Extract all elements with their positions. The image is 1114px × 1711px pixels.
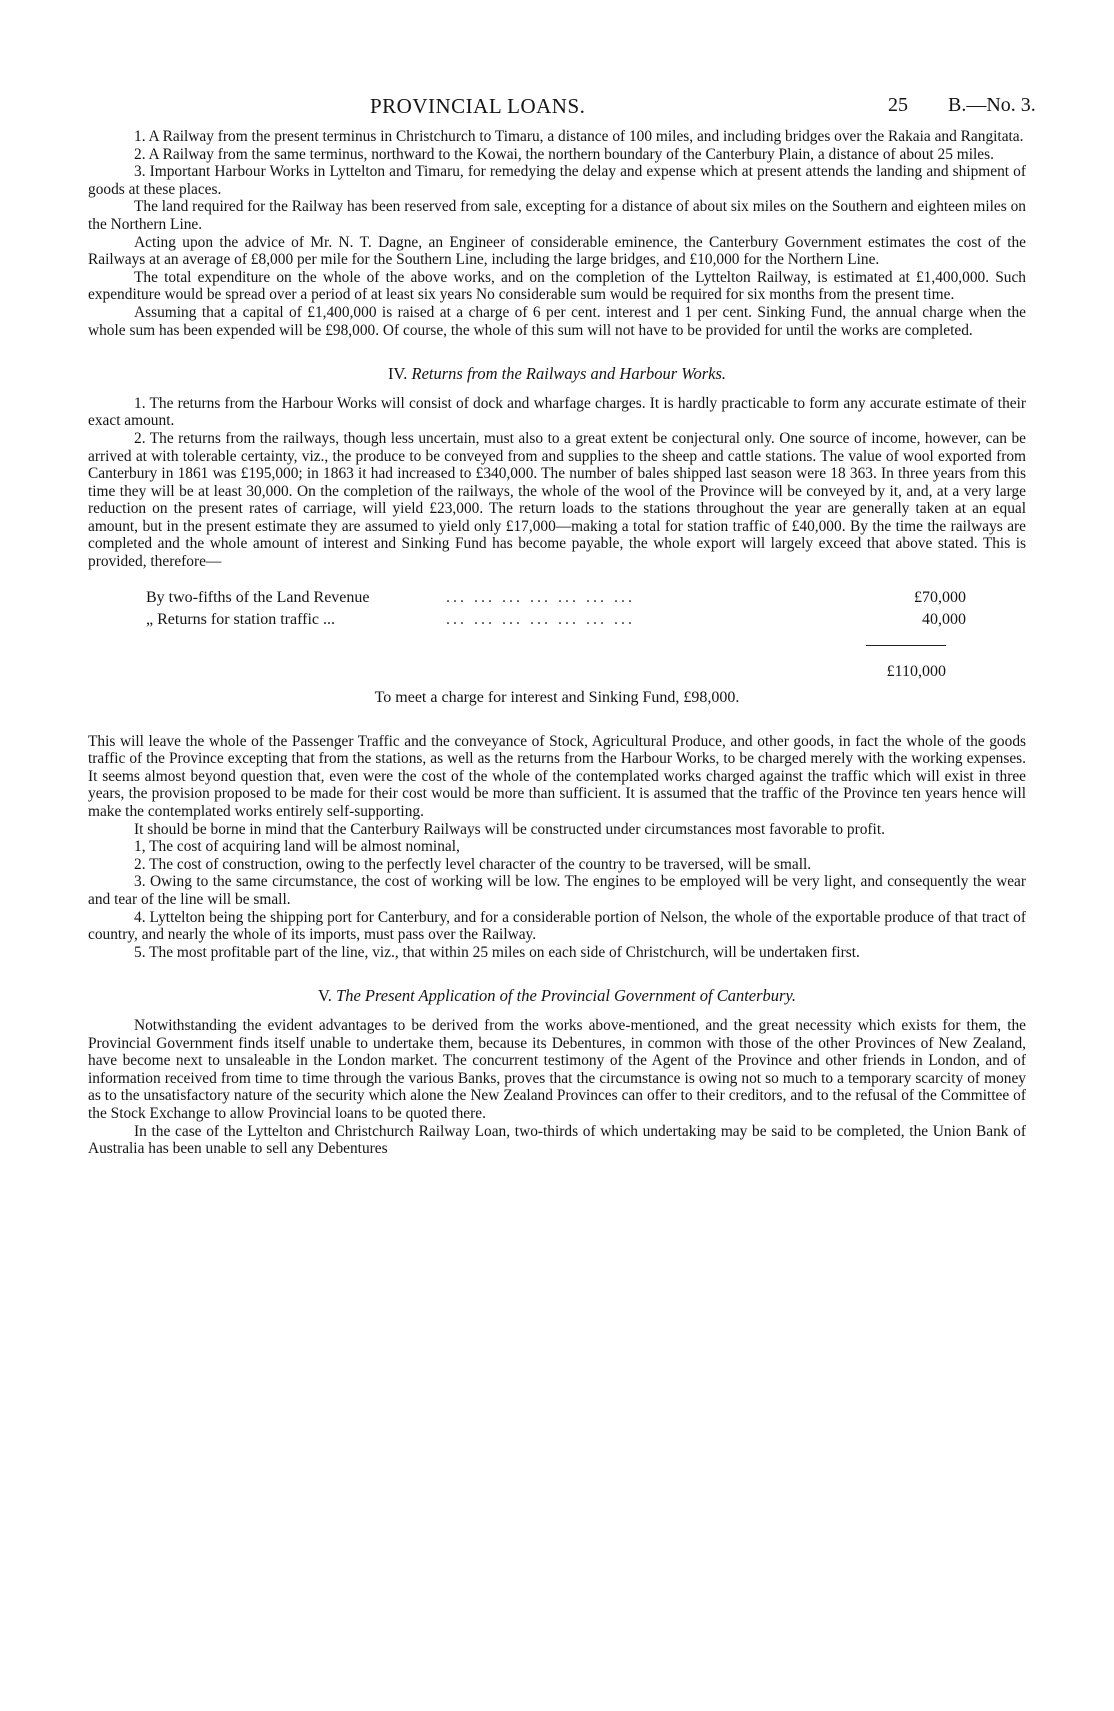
ledger-amount: £70,000	[914, 588, 966, 606]
paragraph: It should be borne in mind that the Canterbury Railways will be constructed under circumstances most favorable to profit.	[134, 820, 885, 838]
paragraph: 3. Important Harbour Works in Lyttelton and Timaru, for remedying the delay and expense which at present attends the landing and shipment of goods at these places.	[88, 163, 1026, 198]
page-body	[88, 128, 1026, 1158]
section-title: The Present Application of the Provincial Government of Canterbury.	[336, 986, 796, 1006]
leader-dots: ... ... ... ... ... ... ...	[446, 588, 635, 606]
ledger-amount: 40,000	[922, 610, 966, 628]
section-v-heading	[88, 987, 1026, 1005]
paragraph: 4. Lyttelton being the shipping port for Canterbury, and for a considerable portion of Nelson, the whole of the exportable produce of that tract of country, and nearly the whole of its imports, must pass over the Railway.	[88, 908, 1026, 944]
section-title: Returns from the Railways and Harbour Works.	[411, 364, 727, 384]
paragraph: The total expenditure on the whole of the above works, and on the completion of the Lyttelton Railway, is estimated at £1,400,000. Such expenditure would be spread over a period of at least six years No considerable sum would be required for six months from the present time.	[88, 268, 1026, 304]
paragraph: The land required for the Railway has been reserved from sale, excepting for a distance of about six miles on the Southern and eighteen miles on the Northern Line.	[88, 198, 1026, 233]
sum-rule	[866, 645, 946, 646]
section-iv-heading	[88, 365, 1026, 383]
paragraph: In the case of the Lyttelton and Christchurch Railway Loan, two-thirds of which undertaking may be said to be completed, the Union Bank of Australia has been unable to sell any Debentures	[88, 1122, 1026, 1158]
paragraph: 1, The cost of acquiring land will be almost nominal,	[134, 838, 460, 856]
charge-line: To meet a charge for interest and Sinking Fund, £98,000.	[374, 688, 740, 706]
revenue-ledger	[88, 589, 1026, 717]
page-number: 25	[888, 94, 908, 116]
ledger-row	[146, 611, 966, 631]
paragraph: 1. A Railway from the present terminus in Christchurch to Timaru, a distance of 100 miles, and including bridges over the Rakaia and Rangitata.	[134, 128, 1024, 145]
section-number: V.	[318, 986, 332, 1006]
section-number: IV.	[387, 364, 408, 384]
ledger-total: £110,000	[886, 662, 946, 680]
running-title: PROVINCIAL LOANS.	[370, 94, 586, 118]
intro-block	[88, 128, 1026, 339]
paragraph: 5. The most profitable part of the line, viz., that within 25 miles on each side of Christchurch, will be undertaken first.	[134, 943, 860, 961]
paragraph: 2. The cost of construction, owing to the perfectly level character of the country to be traversed, will be small.	[134, 855, 812, 873]
section-v-body	[88, 1017, 1026, 1158]
paragraph: 2. The returns from the railways, though less uncertain, must also to a great extent be conjectural only. One source of income, however, can be arrived at with tolerable certainty, viz., the produce to be conveyed from and supplies to the sheep and cattle stations. The value of wool exported from Canterbury in 1861 was £195,000; in 1863 it had increased to £340,000. The number of bales shipped last season were 18 363. In three years from this time they will be at least 30,000. On the completion of the railways, the whole of the wool of the Province will be conveyed by it, and, at a very large reduction on the present rates of carriage, will yield £23,000. The return loads to the stations throughout the year are generally taken at an equal amount, but in the present estimate they are assumed to yield only £17,000—making a total for station traffic of £40,000. By the time the railways are completed and the whole amount of interest and Sinking Fund has become payable, the whole export will largely exceed that above stated. This is provided, therefore—	[88, 429, 1026, 571]
page-header	[0, 84, 1114, 118]
paragraph: 1. The returns from the Harbour Works will consist of dock and wharfage charges. It is hardly practicable to form any accurate estimate of their exact amount.	[88, 394, 1026, 430]
section-iv-body	[88, 395, 1026, 571]
ledger-row	[146, 589, 966, 609]
section-iv-continued	[88, 733, 1026, 962]
ledger-label: „ Returns for station traffic ...	[146, 610, 335, 628]
paragraph: Notwithstanding the evident advantages to be derived from the works above-mentioned, and the great necessity which exists for them, the Provincial Government finds itself unable to undertake them, because its Debentures, in common with those of the other Provinces of New Zealand, have become next to unsaleable in the London market. The concurrent testimony of the Agent of the Province and other friends in London, and of information received from time to time through the various Banks, proves that the circumstance is owing not so much to a temporary scarcity of money as to the unsatisfactory nature of the security which alone the New Zealand Provinces can offer to their creditors, and to the refusal of the Committee of the Stock Exchange to allow Provincial loans to be quoted there.	[88, 1016, 1026, 1122]
paragraph: 3. Owing to the same circumstance, the cost of working will be low. The engines to be employed will be very light, and consequently the wear and tear of the line will be small.	[88, 873, 1026, 908]
ledger-label: By two-fifths of the Land Revenue	[146, 588, 370, 606]
paragraph: Acting upon the advice of Mr. N. T. Dagne, an Engineer of considerable eminence, the Canterbury Government estimates the cost of the Railways at an average of £8,000 per mile for the Southern Line, including the large bridges, and £10,000 for the Northern Line.	[88, 233, 1026, 269]
paragraph: 2. A Railway from the same terminus, northward to the Kowai, the northern boundary of the Canterbury Plain, a distance of about 25 miles.	[134, 145, 994, 163]
paragraph: Assuming that a capital of £1,400,000 is raised at a charge of 6 per cent. interest and 1 per cent. Sinking Fund, the annual charge when the whole sum has been expended will be £98,000. Of course, the whole of this sum will not have to be provided for until the works are completed.	[88, 303, 1026, 339]
leader-dots: ... ... ... ... ... ... ...	[446, 610, 635, 628]
paragraph: This will leave the whole of the Passenger Traffic and the conveyance of Stock, Agricultural Produce, and other goods, in fact the whole of the goods traffic of the Province excepting that from the stations, as well as the returns from the Harbour Works, to be charged merely with the working expenses. It seems almost beyond question that, even were the cost of the whole of the contemplated works charged against the traffic which will exist in three years, the provision proposed to be made for their cost would be more than sufficient. It is assumed that the traffic of the Province ten years hence will make the contemplated works entirely self-supporting.	[88, 732, 1026, 821]
document-reference: B.—No. 3.	[948, 94, 1036, 116]
